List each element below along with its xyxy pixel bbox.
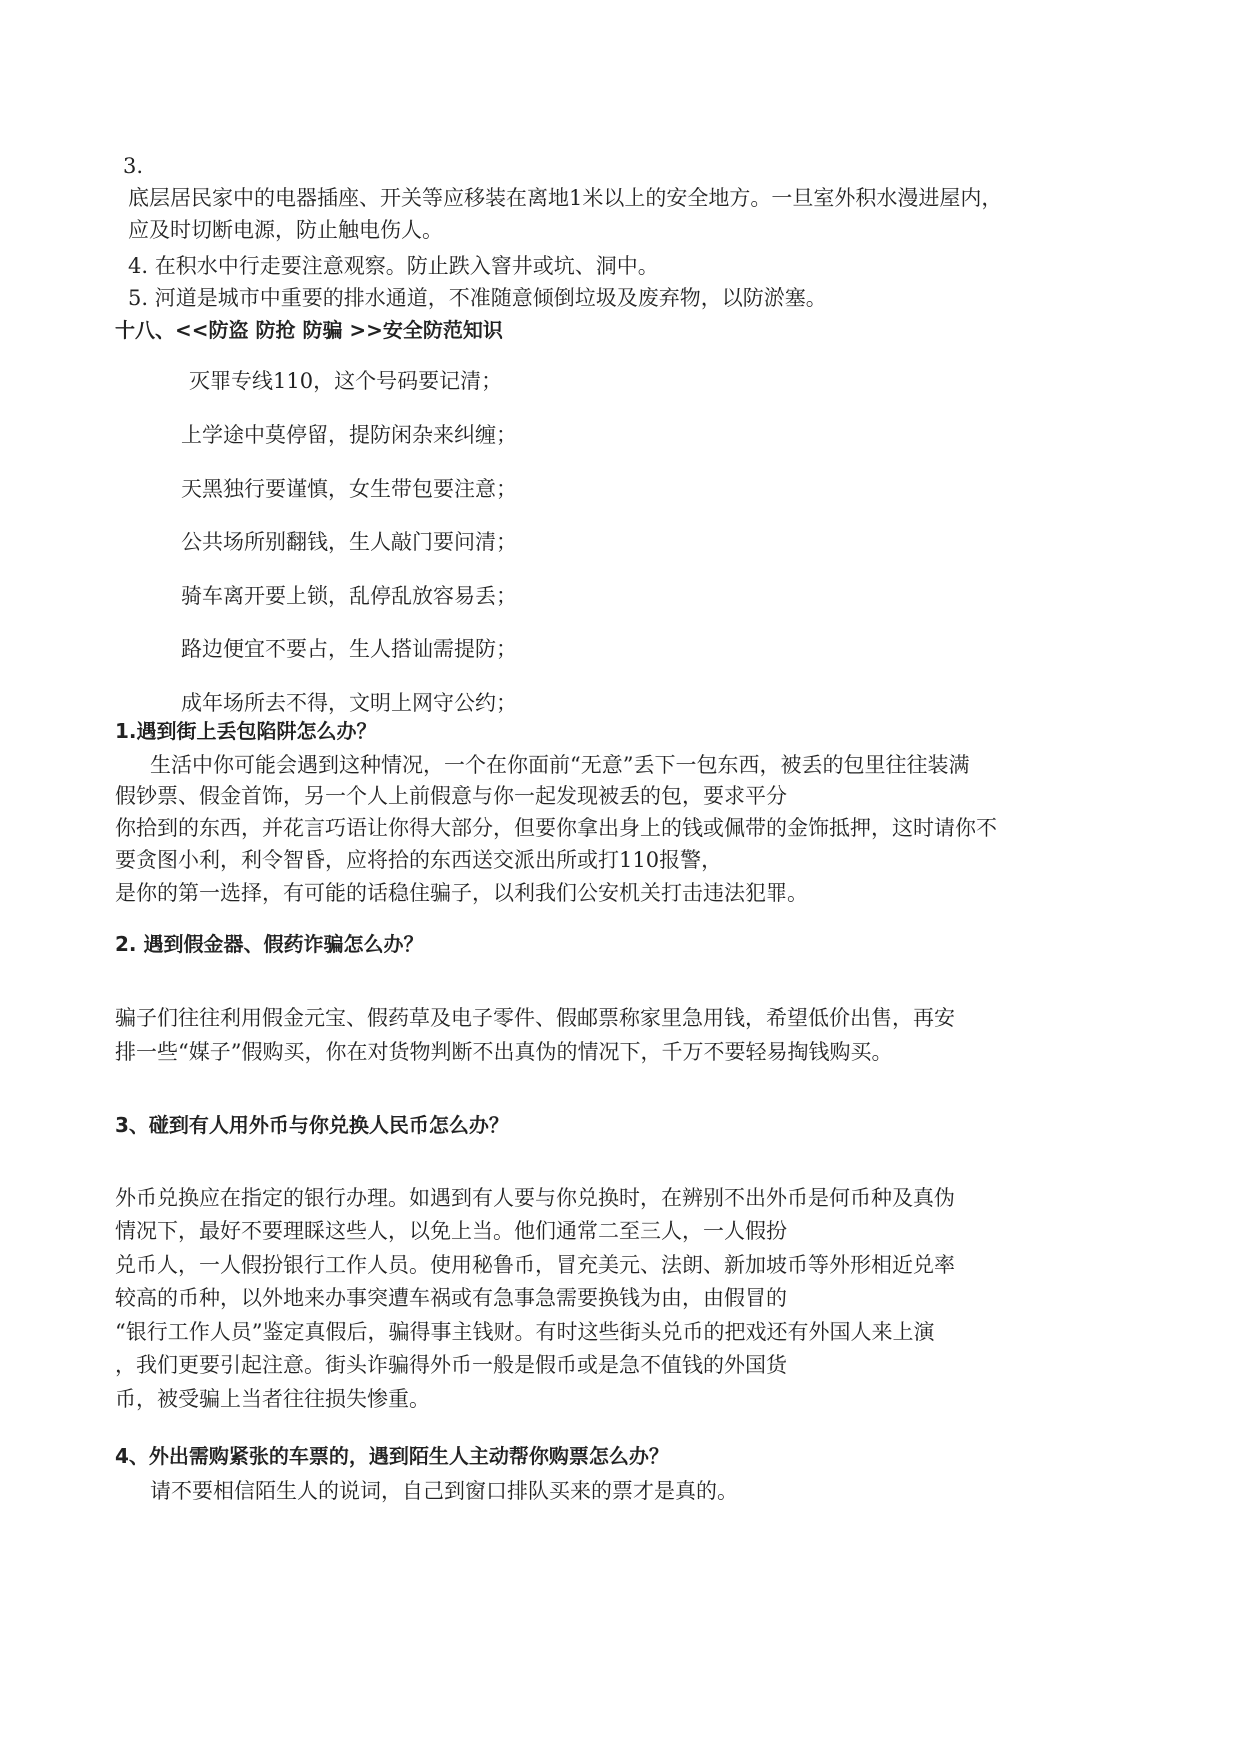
q3-line: 外币兑换应在指定的银行办理。如遇到有人要与你兑换时，在辨别不出外币是何币种及真伪 [115, 1186, 955, 1210]
rhyme-line: 路边便宜不要占，生人搭讪需提防； [181, 637, 517, 661]
q2-line: 骗子们往往利用假金元宝、假药草及电子零件、假邮票称家里急用钱，希望低价出售，再安 [115, 1006, 955, 1030]
q2-title: 2. 遇到假金器、假药诈骗怎么办？ [115, 932, 424, 956]
rhyme-line: 公共场所别翻钱，生人敲门要问清； [181, 530, 517, 554]
item-3-number: 3. [123, 154, 144, 178]
q3-line: 币，被受骗上当者往往损失惨重。 [115, 1387, 430, 1411]
section-18-title: 十八、<<防盗 防抢 防骗 >>安全防范知识 [115, 318, 503, 342]
q3-line: ，我们更要引起注意。街头诈骗得外币一般是假币或是急不值钱的外国货 [115, 1353, 787, 1377]
item-3-text-line-2: 应及时切断电源，防止触电伤人。 [128, 218, 443, 242]
q1-line: 你拾到的东西，并花言巧语让你得大部分，但要你拿出身上的钱或佩带的金饰抵押，这时请你不 [115, 816, 997, 840]
item-4-text: 4. 在积水中行走要注意观察。防止跌入窨井或坑、洞中。 [128, 254, 659, 278]
q1-line: 是你的第一选择，有可能的话稳住骗子，以利我们公安机关打击违法犯罪。 [115, 881, 808, 905]
q3-title: 3、碰到有人用外币与你兑换人民币怎么办？ [115, 1113, 509, 1137]
item-5-text: 5. 河道是城市中重要的排水通道，不准随意倾倒垃圾及废弃物，以防淤塞。 [128, 286, 827, 310]
rhyme-line: 骑车离开要上锁，乱停乱放容易丢； [181, 584, 517, 608]
q1-title: 1.遇到街上丢包陷阱怎么办？ [115, 719, 377, 743]
q4-line: 请不要相信陌生人的说词，自己到窗口排队买来的票才是真的。 [150, 1479, 738, 1503]
q1-line: 生活中你可能会遇到这种情况，一个在你面前“无意”丢下一包东西，被丢的包里往往装满 [150, 753, 970, 777]
q1-line: 要贪图小利，利令智昏，应将拾的东西送交派出所或打110报警， [115, 848, 723, 872]
rhyme-line: 灭罪专线110，这个号码要记清； [189, 369, 503, 393]
q3-line: 兑币人，一人假扮银行工作人员。使用秘鲁币，冒充美元、法朗、新加坡币等外形相近兑率 [115, 1253, 955, 1277]
item-3-text-line-1: 底层居民家中的电器插座、开关等应移装在离地1米以上的安全地方。一旦室外积水漫进屋内， [128, 186, 1003, 210]
q3-line: “银行工作人员”鉴定真假后，骗得事主钱财。有时这些街头兑币的把戏还有外国人来上演 [115, 1320, 935, 1344]
rhyme-line: 天黑独行要谨慎，女生带包要注意； [181, 477, 517, 501]
q1-line: 假钞票、假金首饰，另一个人上前假意与你一起发现被丢的包，要求平分 [115, 784, 787, 808]
rhyme-line: 上学途中莫停留，提防闲杂来纠缠； [181, 423, 517, 447]
rhyme-line: 成年场所去不得，文明上网守公约； [181, 691, 517, 715]
q3-line: 较高的币种，以外地来办事突遭车祸或有急事急需要换钱为由，由假冒的 [115, 1286, 787, 1310]
q3-line: 情况下，最好不要理睬这些人，以免上当。他们通常二至三人，一人假扮 [115, 1219, 787, 1243]
q2-line: 排一些“媒子”假购买，你在对货物判断不出真伪的情况下，千万不要轻易掏钱购买。 [115, 1040, 893, 1064]
q4-title: 4、外出需购紧张的车票的，遇到陌生人主动帮你购票怎么办？ [115, 1444, 669, 1468]
